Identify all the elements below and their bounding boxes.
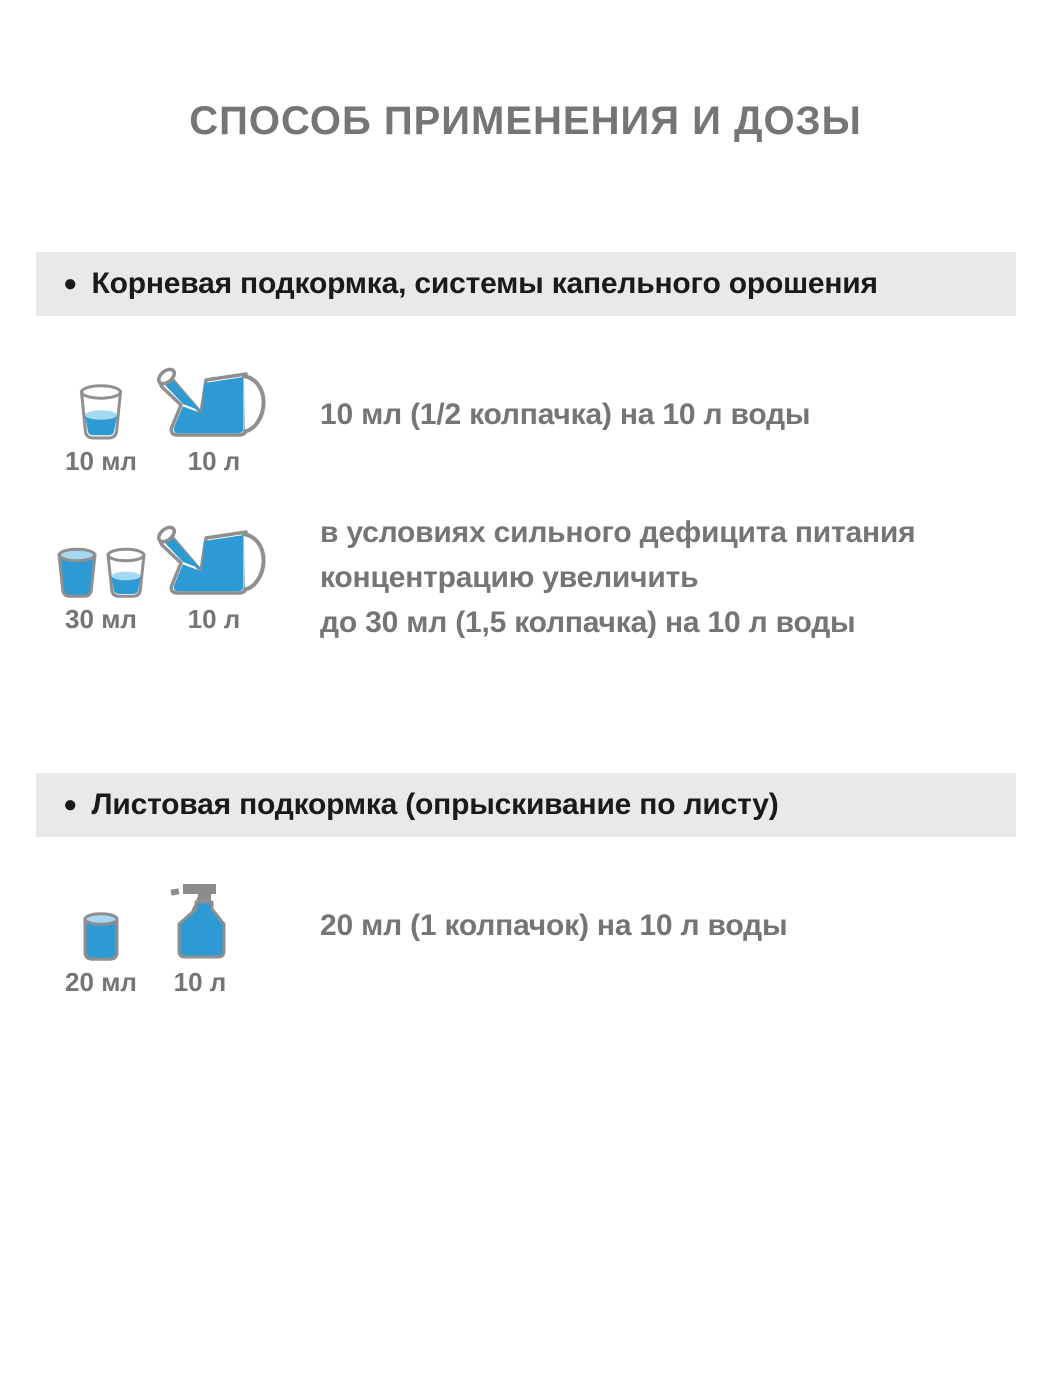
dose-amount-label: 10 мл [65,446,137,476]
section-header-bar-foliar-feeding [36,773,1016,837]
dose-amount-label: 30 мл [65,604,137,634]
dose-row-10ml [0,366,1051,476]
dose-icons [40,524,320,634]
dose-amount-label: 20 мл [65,967,137,997]
watering-can-item [156,524,272,634]
measuring-cup-half-icon [78,382,124,442]
dose-instruction-text [320,903,787,948]
watering-can-item [156,366,272,476]
dose-instruction-line: до 30 мл (1,5 колпачка) на 10 л воды [320,606,856,639]
measuring-cup-item [40,911,162,997]
measuring-cup-full-icon [82,911,120,963]
dose-instruction-text [320,392,810,437]
watering-can-icon [156,366,272,442]
dose-instruction-line: в условиях сильного дефицита питания [320,516,916,549]
section-header-bar-root-feeding [36,252,1016,316]
spray-bottle-item [170,881,230,997]
spray-bottle-icon [170,881,230,963]
dose-instruction-text [320,510,915,645]
section-title-root-feeding: Корневая подкормка, системы капельного орошения [91,267,878,300]
bullet-icon: ● [63,791,78,818]
measuring-cup-full-icon [56,546,98,600]
dose-icons [40,366,320,476]
dose-instruction-line: 10 мл (1/2 колпачка) на 10 л воды [320,398,811,431]
dose-instruction-line: концентрацию увеличить [320,561,699,594]
page-title: СПОСОБ ПРИМЕНЕНИЯ И ДОЗЫ [189,99,862,143]
measuring-cups-pair [56,546,147,600]
measuring-cup-item [40,382,162,476]
dose-amount-label: 10 л [187,604,241,634]
measuring-cup-half-icon [105,546,147,600]
dose-row-30ml [0,516,1051,645]
measuring-cups-item [40,546,162,634]
dose-amount-label: 10 л [173,967,227,997]
section-title-foliar-feeding: Листовая подкормка (опрыскивание по листу) [91,788,779,821]
dose-instruction-line: 20 мл (1 колпачок) на 10 л воды [320,909,788,942]
dose-amount-label: 10 л [187,446,241,476]
dose-icons [40,881,320,997]
bullet-icon: ● [63,270,78,297]
dose-row-20ml [0,881,1051,997]
watering-can-icon [156,524,272,600]
